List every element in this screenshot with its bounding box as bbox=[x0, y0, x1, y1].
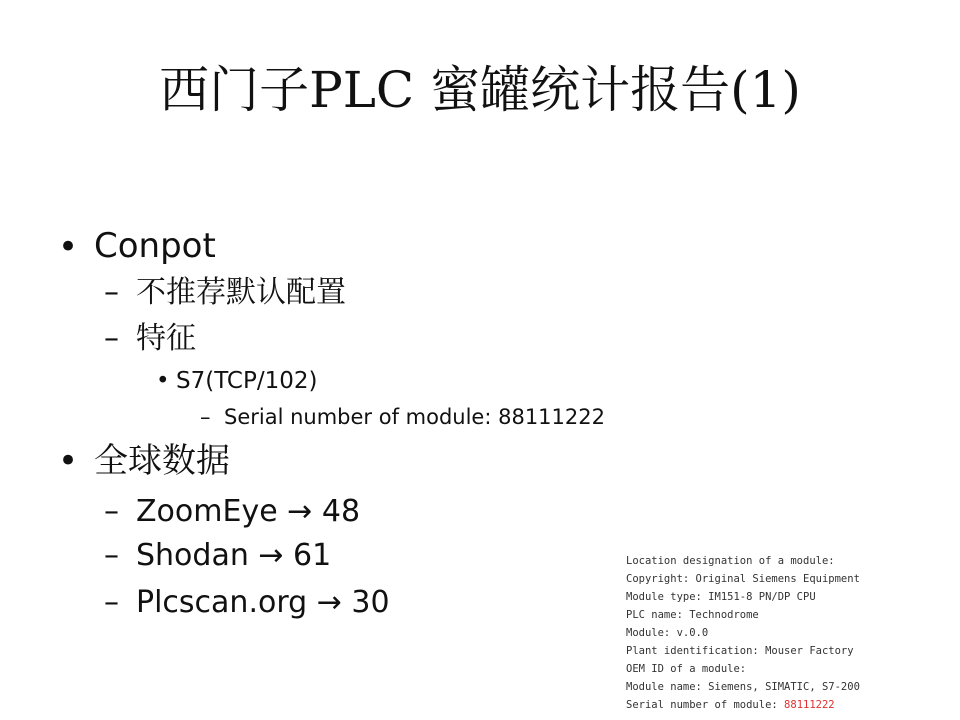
terminal-line-location: Location designation of a module: bbox=[626, 555, 835, 567]
terminal-line-module-version: Module: v.0.0 bbox=[626, 627, 709, 639]
terminal-line-module-type: Module type: IM151-8 PN/DP CPU bbox=[626, 591, 816, 603]
terminal-line-plant-id: Plant identification: Mouser Factory bbox=[626, 645, 854, 657]
terminal-line-copyright: Copyright: Original Siemens Equipment bbox=[626, 573, 860, 585]
bullet-features: 特征 bbox=[136, 321, 196, 356]
bullet-marker: • bbox=[58, 227, 79, 267]
dash-marker: – bbox=[104, 585, 119, 620]
terminal-line-serial bbox=[626, 696, 835, 714]
terminal-line-oem-id: OEM ID of a module: bbox=[626, 663, 747, 675]
bullet-shodan: Shodan → 61 bbox=[136, 538, 332, 573]
bullet-serial-number: Serial number of module: 88111222 bbox=[224, 405, 605, 429]
terminal-output bbox=[622, 552, 958, 718]
bullet-default-config: 不推荐默认配置 bbox=[136, 275, 346, 310]
bullet-global-data: 全球数据 bbox=[94, 441, 230, 481]
slide-title: 西门子PLC 蜜罐统计报告(1) bbox=[159, 61, 801, 119]
bullet-marker: • bbox=[156, 368, 170, 394]
terminal-line-module-name: Module name: Siemens, SIMATIC, S7-200 bbox=[626, 681, 860, 693]
terminal-serial-value: 88111222 bbox=[784, 699, 835, 711]
bullet-s7-protocol: S7(TCP/102) bbox=[176, 368, 318, 394]
terminal-serial-label: Serial number of module: bbox=[626, 699, 785, 711]
dash-marker: – bbox=[104, 494, 119, 529]
dash-marker: – bbox=[104, 275, 119, 310]
bullet-zoomeye: ZoomEye → 48 bbox=[136, 494, 361, 529]
bullet-marker: • bbox=[58, 441, 79, 481]
bullet-conpot: Conpot bbox=[94, 226, 216, 266]
dash-marker: – bbox=[104, 321, 119, 356]
dash-marker: – bbox=[200, 405, 211, 429]
bullet-plcscan: Plcscan.org → 30 bbox=[136, 585, 390, 620]
dash-marker: – bbox=[104, 538, 119, 573]
terminal-line-plc-name: PLC name: Technodrome bbox=[626, 609, 759, 621]
